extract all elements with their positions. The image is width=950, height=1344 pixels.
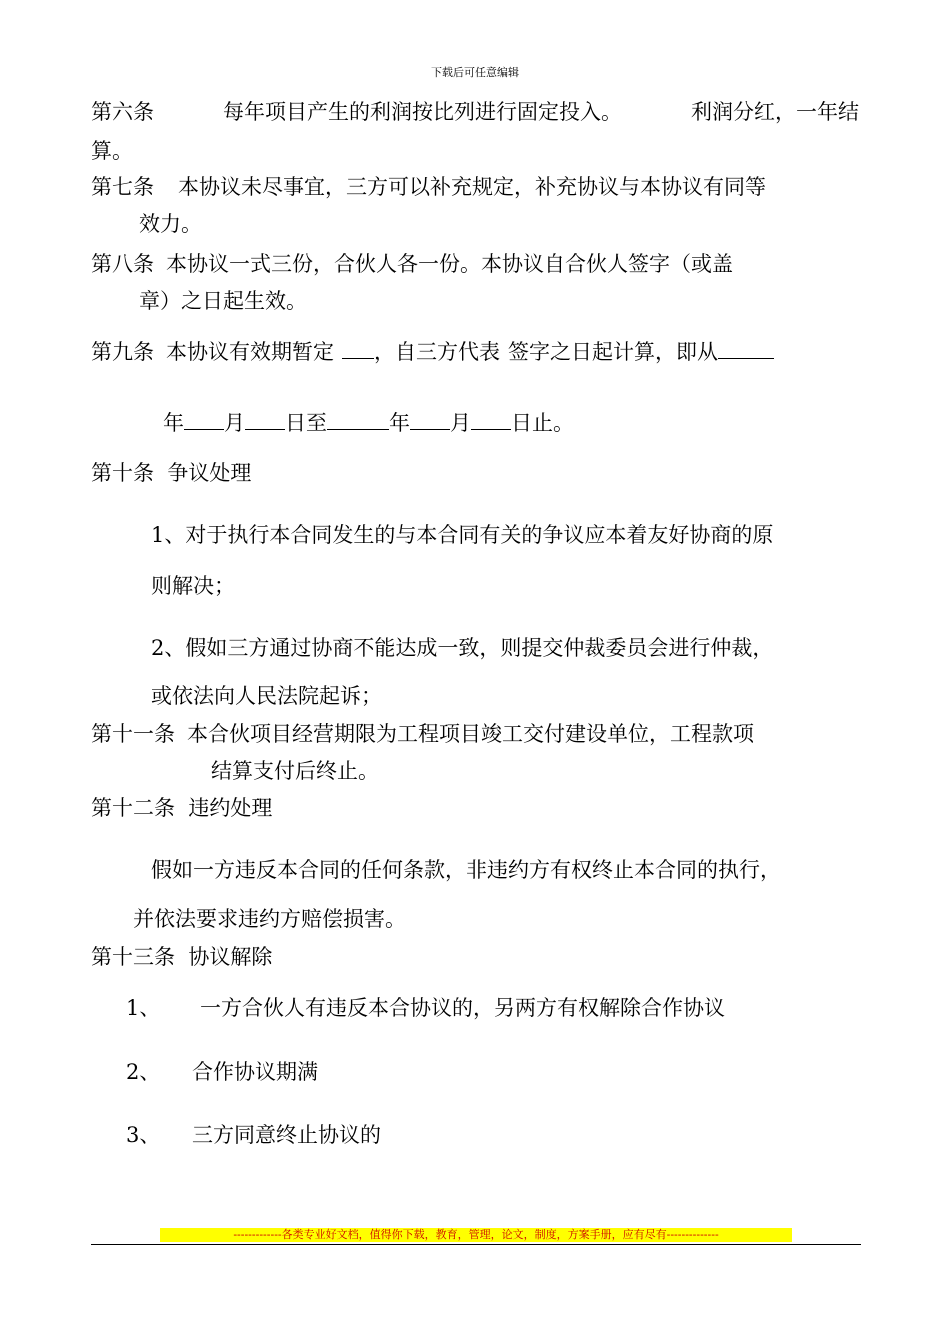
clause-8-label: 第八条 <box>91 252 154 276</box>
footer-banner: -------------各类专业好文档，值得你下载，教育，管理，论文，制度，方案手册，应有尽有-------------- <box>160 1228 792 1242</box>
clause-6-text-a: 每年项目产生的利润按比列进行固定投入。 <box>223 100 622 124</box>
clause-9-label: 第九条 <box>91 340 154 364</box>
clause-13-item-2-num: 2、 <box>126 1060 161 1084</box>
clause-12-title: 第十二条 违约处理 <box>91 796 273 820</box>
date-year-2: 年 <box>389 411 410 435</box>
clause-9-text-a: 本协议有效期暂定 <box>166 340 334 364</box>
clause-8-line-2: 章）之日起生效。 <box>139 289 307 313</box>
end-day-blank <box>471 409 511 430</box>
date-month-1: 月 <box>224 411 245 435</box>
clause-13-item-3 <box>126 1122 381 1148</box>
clause-8-line-1 <box>91 251 859 277</box>
page-header: 下载后可任意编辑 <box>431 66 519 79</box>
clause-6-line-2: 算。 <box>91 139 133 163</box>
clause-9-line-1 <box>91 338 774 365</box>
clause-10-item-2-line-1: 2、假如三方通过协商不能达成一致，则提交仲裁委员会进行仲裁， <box>151 636 774 660</box>
clause-6-text-b: 利润分红，一年结 <box>691 100 859 124</box>
clause-13-title: 第十三条 协议解除 <box>91 945 273 969</box>
clause-13-item-2-text: 合作协议期满 <box>192 1060 318 1084</box>
clause-13-item-1 <box>126 995 725 1021</box>
clause-10-item-1-line-2: 则解决； <box>151 574 235 598</box>
date-month-2: 月 <box>450 411 471 435</box>
footer-divider <box>91 1244 861 1245</box>
clause-10-item-2-line-2: 或依法向人民法院起诉； <box>151 684 382 708</box>
clause-8-text: 本协议一式三份，合伙人各一份。本协议自合伙人签字（或盖 <box>166 252 733 276</box>
start-day-blank <box>245 409 285 430</box>
start-month-blank <box>184 409 224 430</box>
clause-13-item-1-num: 1、 <box>126 996 161 1020</box>
clause-13-item-3-num: 3、 <box>126 1123 161 1147</box>
clause-11-text: 本合伙项目经营期限为工程项目竣工交付建设单位，工程款项 <box>187 722 754 746</box>
date-day-end: 日止。 <box>511 411 574 435</box>
clause-13-item-1-text: 一方合伙人有违反本合协议的，另两方有权解除合作协议 <box>200 996 725 1020</box>
clause-13-item-3-text: 三方同意终止协议的 <box>192 1123 381 1147</box>
clause-11-line-1 <box>91 721 754 747</box>
clause-9-text-c: 签字之日起计算，即从 <box>508 340 718 364</box>
clause-12-para-line-2: 并依法要求违约方赔偿损害。 <box>133 907 406 931</box>
date-year-1: 年 <box>163 411 184 435</box>
clause-10-title: 第十条 争议处理 <box>91 461 252 485</box>
clause-6-line-1 <box>91 99 859 125</box>
clause-10-item-1-line-1: 1、对于执行本合同发生的与本合同有关的争议应本着友好协商的原 <box>151 523 774 547</box>
clause-11-line-2: 结算支付后终止。 <box>211 759 379 783</box>
clause-7-label: 第七条 <box>91 175 154 199</box>
term-blank <box>342 338 374 359</box>
clause-9-text-b: ，自三方代表 <box>374 340 500 364</box>
end-month-blank <box>410 409 450 430</box>
clause-7-text: 本协议未尽事宜，三方可以补充规定，补充协议与本协议有同等 <box>178 175 766 199</box>
clause-6-label: 第六条 <box>91 100 154 124</box>
date-day-to: 日至 <box>285 411 327 435</box>
end-year-blank <box>327 409 389 430</box>
clause-12-para-line-1: 假如一方违反本合同的任何条款，非违约方有权终止本合同的执行， <box>151 858 781 882</box>
clause-11-label: 第十一条 <box>91 722 175 746</box>
clause-7-line-1 <box>91 174 859 200</box>
clause-13-item-2 <box>126 1059 318 1085</box>
clause-9-date-line <box>163 409 574 436</box>
clause-7-line-2: 效力。 <box>139 212 202 236</box>
start-year-blank <box>718 338 774 359</box>
